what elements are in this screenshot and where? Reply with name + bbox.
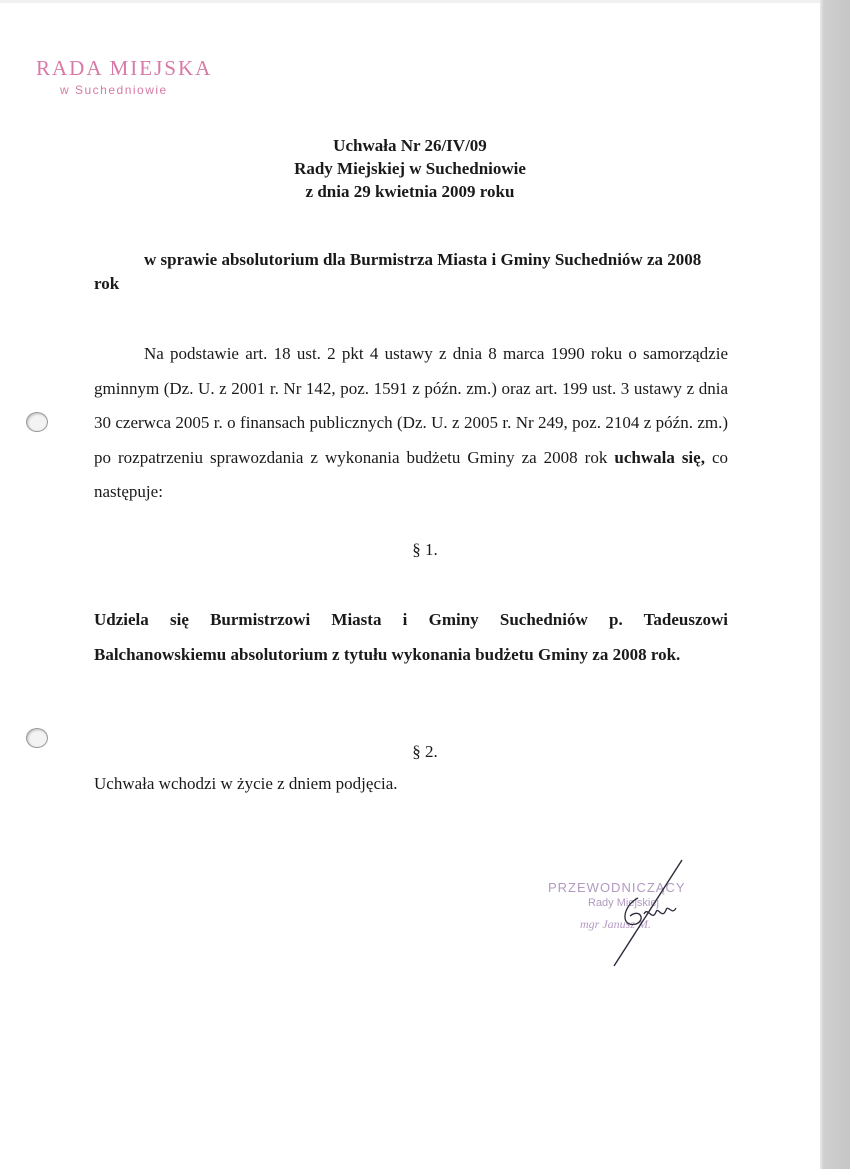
resolution-header bbox=[200, 134, 620, 203]
chairman-stamp-body: Rady Miejskiej bbox=[588, 897, 659, 909]
council-stamp-line1: RADA MIEJSKA bbox=[36, 56, 213, 80]
handwritten-signature bbox=[600, 858, 710, 970]
punch-hole-lower bbox=[26, 728, 48, 748]
resolution-issuer: Rady Miejskiej w Suchedniowie bbox=[294, 159, 526, 178]
resolution-subject bbox=[94, 248, 728, 296]
section2-heading: § 2. bbox=[412, 742, 438, 761]
legal-basis-text: Na podstawie art. 18 ust. 2 pkt 4 ustawy z dnia 8 marca 1990 roku o samorządzie gminnym (Dz. U. z 2001 r. Nr 142, poz. 1591 z późn. zm.) oraz art. 199 ust. 3 ustawy z dnia 30 czerwca 2005 r. o finansach publicznych (Dz. U. z 2005 r. Nr 249, poz. 2104 z późn. zm.) po rozpatrzeniu sprawozdania z wykonania budżetu Gminy za 2008 rok bbox=[94, 344, 728, 467]
chairman-stamp-name: mgr Janusz M. bbox=[580, 917, 651, 931]
resolution-number: Uchwała Nr 26/IV/09 bbox=[333, 136, 487, 155]
resolution-subject-text: w sprawie absolutorium dla Burmistrza Miasta i Gminy Suchedniów za 2008 rok bbox=[94, 250, 702, 293]
council-stamp bbox=[36, 56, 256, 97]
legal-basis-paragraph bbox=[94, 337, 728, 510]
section2-text: Uchwała wchodzi w życie z dniem podjęcia. bbox=[94, 774, 398, 793]
council-stamp-line2: w Suchedniowie bbox=[60, 83, 168, 97]
section1-heading: § 1. bbox=[412, 540, 438, 559]
scan-right-edge bbox=[820, 0, 850, 1169]
scan-top-edge bbox=[0, 0, 820, 3]
resolution-date: z dnia 29 kwietnia 2009 roku bbox=[305, 182, 515, 201]
chairman-stamp-title: PRZEWODNICZĄCY bbox=[548, 880, 686, 895]
legal-basis-ending: co następuje: bbox=[94, 447, 728, 501]
legal-basis-bold: uchwala się, bbox=[614, 447, 705, 467]
section1-text: Udziela się Burmistrzowi Miasta i Gminy Suchedniów p. Tadeuszowi Balchanowskiemu absolutorium z tytułu wykonania budżetu Gminy za 2008 rok. bbox=[94, 610, 728, 664]
punch-hole-upper bbox=[26, 412, 48, 432]
